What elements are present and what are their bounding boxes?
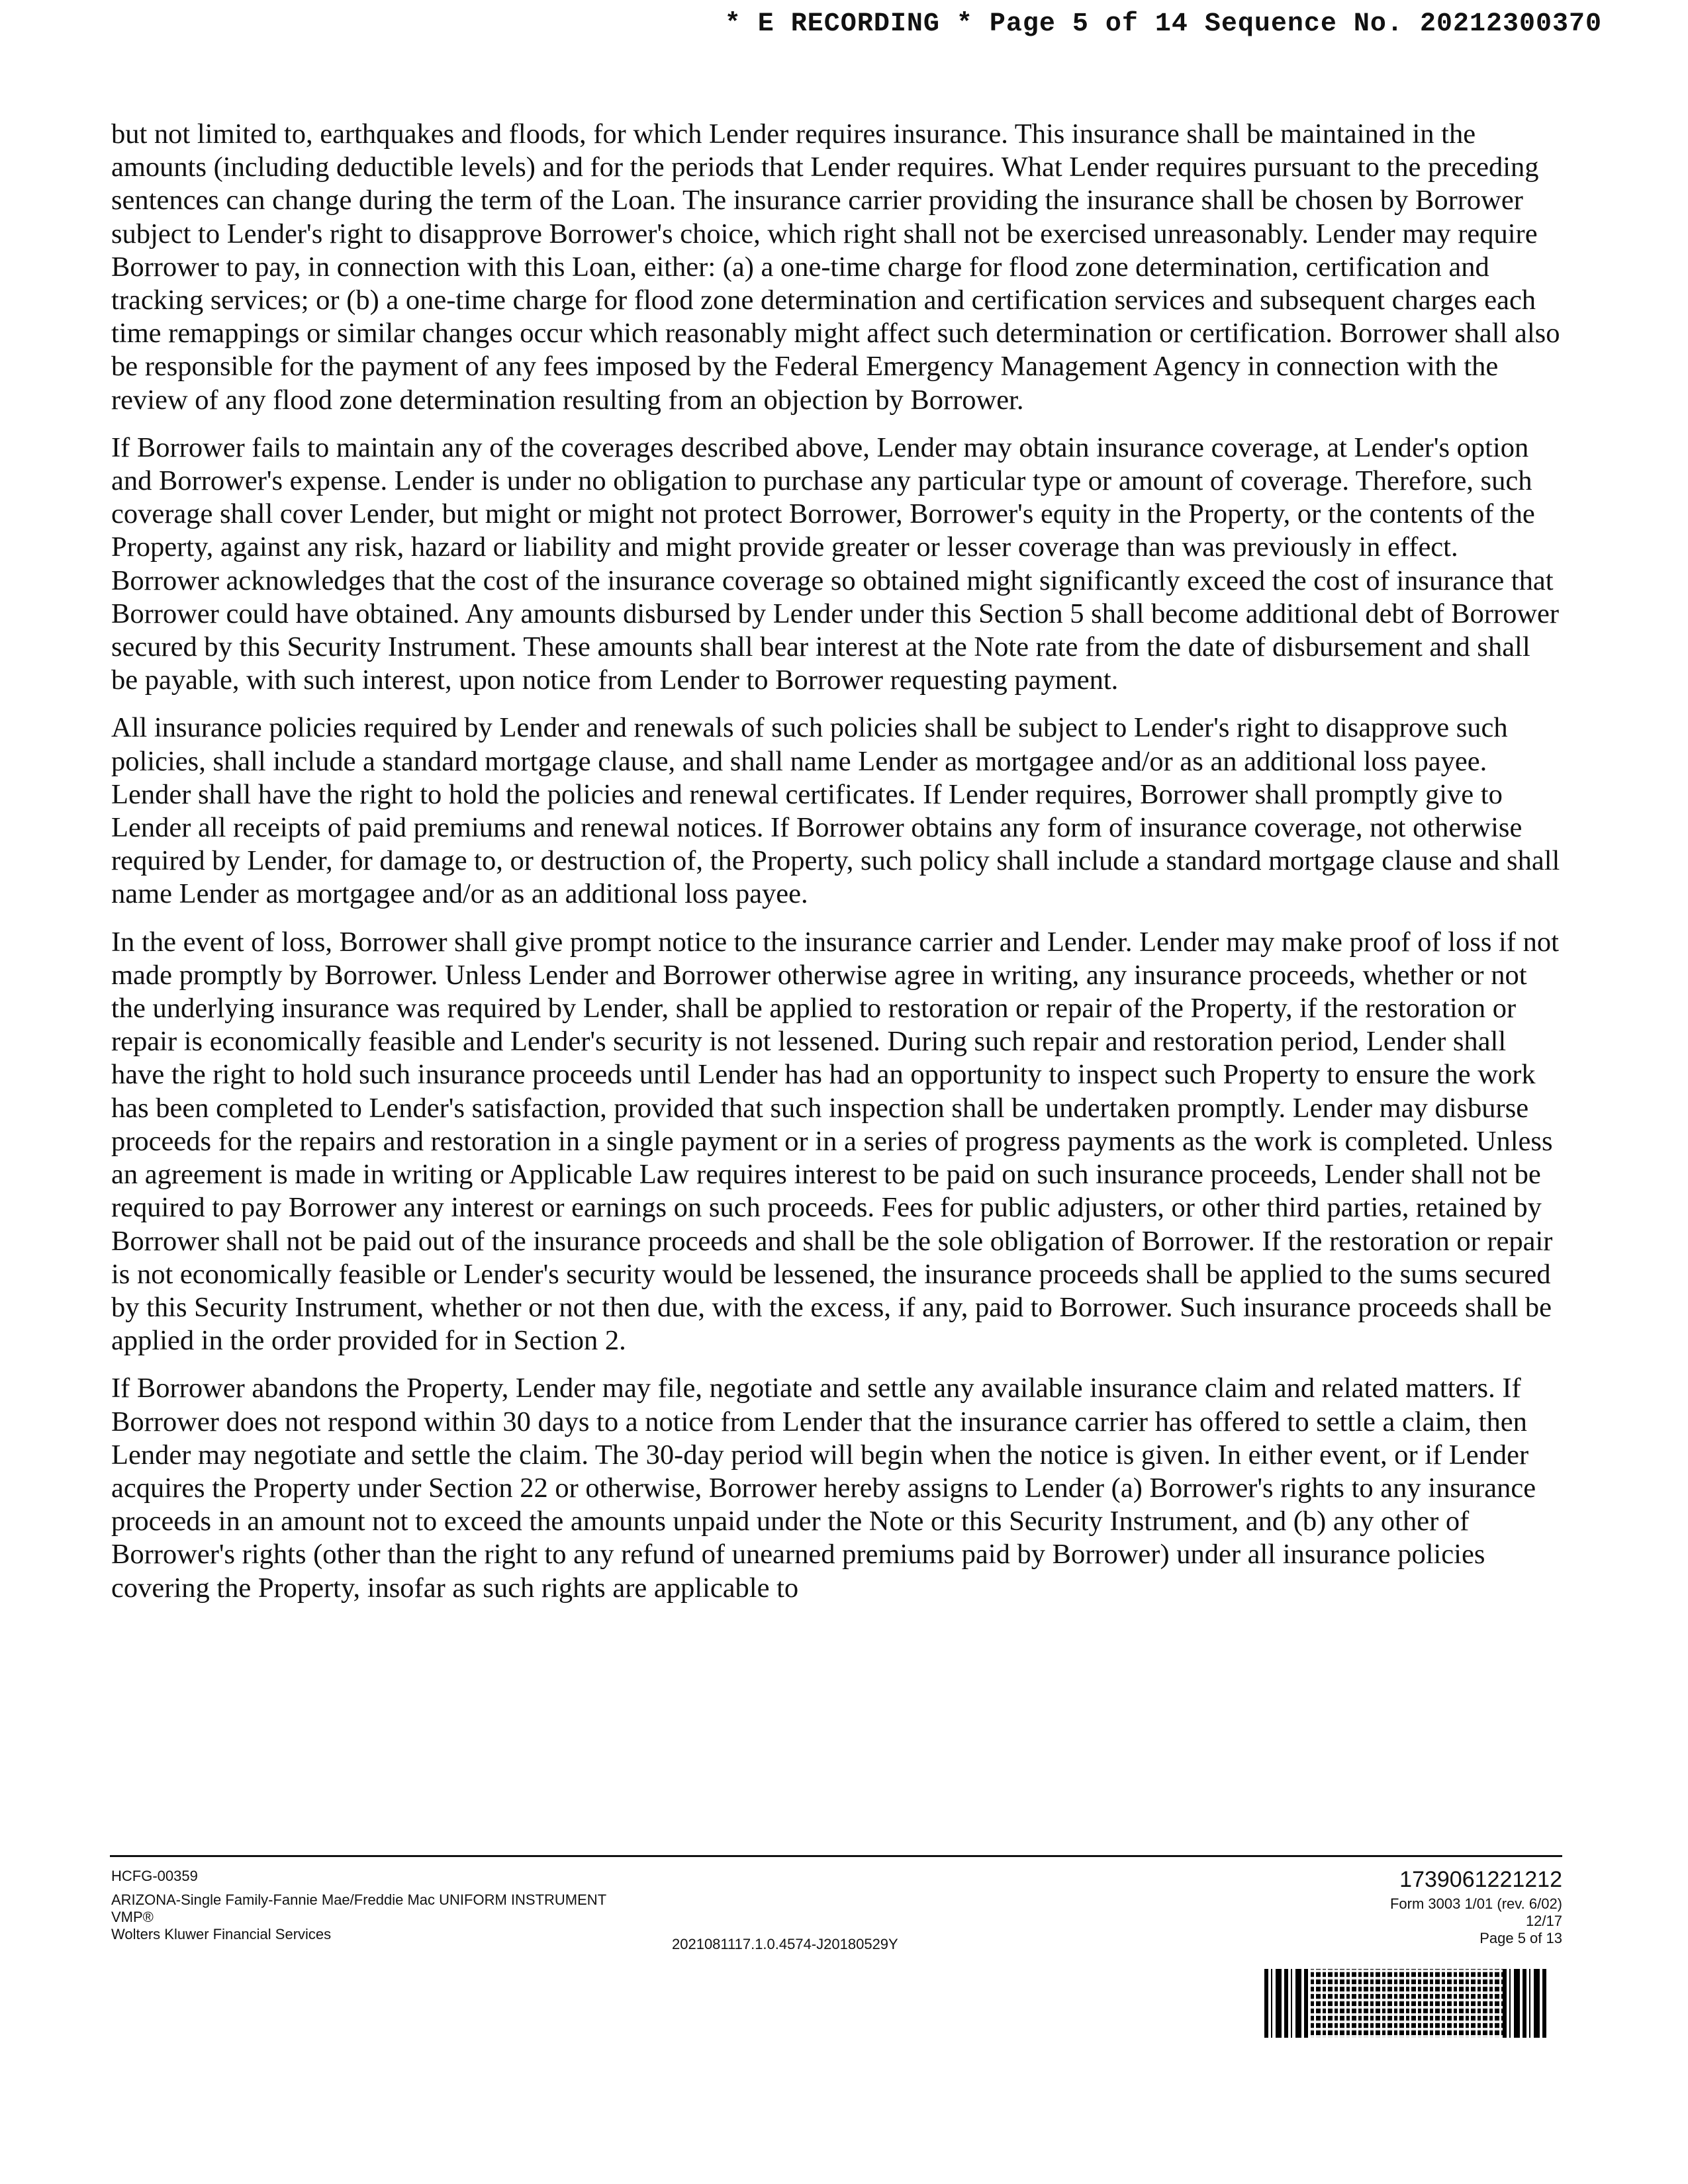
form-title: ARIZONA-Single Family-Fannie Mae/Freddie Mac UNIFORM INSTRUMENT: [111, 1891, 607, 1908]
paragraph: If Borrower fails to maintain any of the coverages described above, Lender may obtain insurance coverage, at Lender's option and Borrower's expense. Lender is under no obligation to purchase any particular type or amount of coverage. Therefore, such coverage shall cover Lender, but might or might not protect Borrower, Borrower's equity in the Property, or the contents of the Property, against any risk, hazard or liability and might provide greater or lesser coverage than was previously in effect. Borrower acknowledges that the cost of the insurance coverage so obtained might significantly exceed the cost of insurance that Borrower could have obtained. Any amounts disbursed by Lender under this Section 5 shall become additional debt of Borrower secured by this Security Instrument. These amounts shall bear interest at the Note rate from the date of disbursement and shall be payable, with such interest, upon notice from Lender to Borrower requesting payment.: [111, 432, 1560, 696]
footer-right: [1390, 1866, 1562, 1947]
footer-doc-id: 2021081117.1.0.4574-J20180529Y: [672, 1936, 898, 1952]
footer-left: [111, 1868, 606, 1943]
paragraph: but not limited to, earthquakes and floods, for which Lender requires insurance. This insurance shall be maintained in the amounts (including deductible levels) and for the periods that Lender requires. What Lender requires pursuant to the preceding sentences can change during the term of the Loan. The insurance carrier providing the insurance shall be chosen by Borrower subject to Lender's right to disapprove Borrower's choice, which right shall not be exercised unreasonably. Lender may require Borrower to pay, in connection with this Loan, either: (a) a one-time charge for flood zone determination, certification and tracking services; or (b) a one-time charge for flood zone determination and certification services and subsequent charges each time remappings or similar changes occur which reasonably might affect such determination or certification. Borrower shall also be responsible for the payment of any fees imposed by the Federal Emergency Management Agency in connection with the review of any flood zone determination resulting from an objection by Borrower.: [111, 118, 1560, 416]
revision-date: 12/17: [1525, 1913, 1562, 1929]
barcode-icon: [1264, 1969, 1548, 2038]
paragraph: All insurance policies required by Lender and renewals of such policies shall be subject to Lender's right to disapprove such policies, shall include a standard mortgage clause, and shall name Lender as mortgagee and/or as an additional loss payee. Lender shall have the right to hold the policies and renewal certificates. If Lender requires, Borrower shall promptly give to Lender all receipts of paid premiums and renewal notices. If Borrower obtains any form of insurance coverage, not otherwise required by Lender, for damage to, or destruction of, the Property, such policy shall include a standard mortgage clause and shall name Lender as mortgagee and/or as an additional loss payee.: [111, 712, 1560, 910]
loan-number: 1739061221212: [1399, 1867, 1562, 1892]
vmp-mark: VMP®: [111, 1909, 154, 1925]
document-body: [111, 118, 1561, 1619]
form-code: HCFG-00359: [111, 1868, 198, 1884]
page-number: Page 5 of 13: [1479, 1930, 1562, 1946]
form-number: Form 3003 1/01 (rev. 6/02): [1389, 1895, 1562, 1912]
publisher: Wolters Kluwer Financial Services: [111, 1926, 332, 1942]
paragraph: In the event of loss, Borrower shall give prompt notice to the insurance carrier and Lender. Lender may make proof of loss if not made promptly by Borrower. Unless Lender and Borrower otherwise agree in writing, any insurance proceeds, whether or not the underlying insurance was required by Lender, shall be applied to restoration or repair of the Property, if the restoration or repair is economically feasible and Lender's security is not lessened. During such repair and restoration period, Lender shall have the right to hold such insurance proceeds until Lender has had an opportunity to inspect such Property to ensure the work has been completed to Lender's satisfaction, provided that such inspection shall be undertaken promptly. Lender may disburse proceeds for the repairs and restoration in a single payment or in a series of progress payments as the work is completed. Unless an agreement is made in writing or Applicable Law requires interest to be paid on such insurance proceeds, Lender shall not be required to pay Borrower any interest or earnings on such proceeds. Fees for public adjusters, or other third parties, retained by Borrower shall not be paid out of the insurance proceeds and shall be the sole obligation of Borrower. If the restoration or repair is not economically feasible or Lender's security would be lessened, the insurance proceeds shall be applied to the sums secured by this Security Instrument, whether or not then due, with the excess, if any, paid to Borrower. Such insurance proceeds shall be applied in the order provided for in Section 2.: [111, 926, 1559, 1357]
paragraph: If Borrower abandons the Property, Lender may file, negotiate and settle any available insurance claim and related matters. If Borrower does not respond within 30 days to a notice from Lender that the insurance carrier has offered to settle a claim, then Lender may negotiate and settle the claim. The 30-day period will begin when the notice is given. In either event, or if Lender acquires the Property under Section 22 or otherwise, Borrower hereby assigns to Lender (a) Borrower's rights to any insurance proceeds in an amount not to exceed the amounts unpaid under the Note or this Security Instrument, and (b) any other of Borrower's rights (other than the right to any refund of unearned premiums paid by Borrower) under all insurance policies covering the Property, insofar as such rights are applicable to: [111, 1373, 1536, 1604]
recording-stamp: * E RECORDING * Page 5 of 14 Sequence No. 20212300370: [724, 9, 1602, 39]
footer-divider: [110, 1855, 1562, 1857]
